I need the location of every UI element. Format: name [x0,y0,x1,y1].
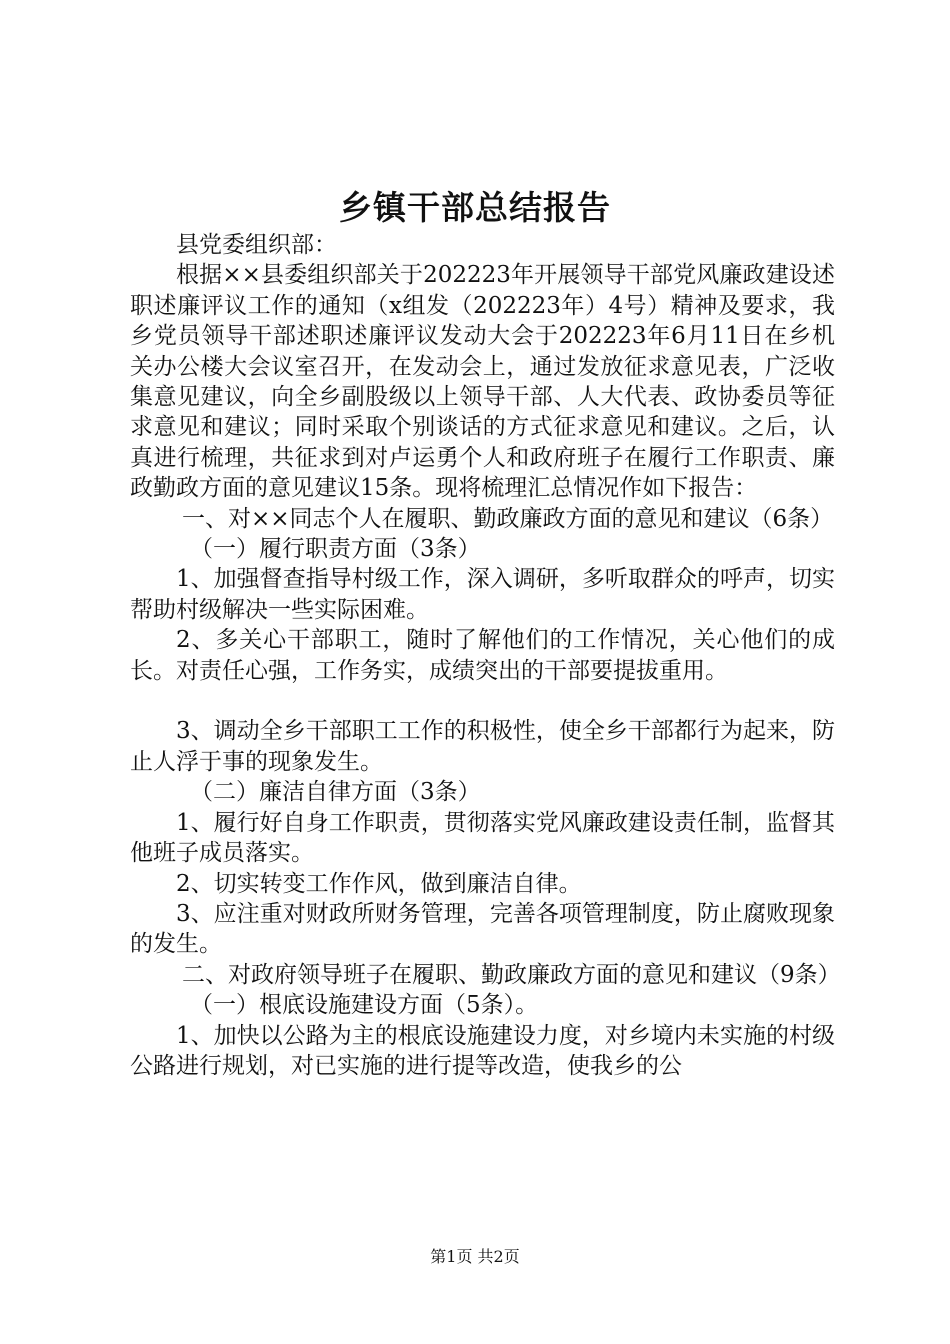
blank-line [130,686,835,716]
list-item: 1、加强督查指导村级工作，深入调研，多听取群众的呼声，切实帮助村级解决一些实际困难。 [130,566,835,623]
list-item: 2、多关心干部职工，随时了解他们的工作情况，关心他们的成长。对责任心强，工作务实，成绩突出的干部要提拔重用。 [130,627,835,684]
section-heading-2: 二、对政府领导班子在履职、勤政廉政方面的意见和建议（9条） [182,961,841,988]
list-item: 3、调动全乡干部职工工作的积极性，使全乡干部都行为起来，防止人浮于事的现象发生。 [130,718,835,775]
document-title: 乡镇干部总结报告 [339,188,611,227]
list-item: 1、加快以公路为主的根底设施建设力度，对乡境内未实施的村级公路进行规划，对已实施的进行提等改造，使我乡的公 [130,1022,835,1079]
list-item: 1、履行好自身工作职责，贯彻落实党风廉政建设责任制，监督其他班子成员落实。 [130,809,835,867]
subsection-heading: （一）根底设施建设方面（5条）。 [190,992,539,1019]
intro-paragraph: 根据××县委组织部关于202223年开展领导干部党风廉政建设述职述廉评议工作的通知（x组发（202223年）4号）精神及要求，我乡党员领导干部述职述廉评议发动大会于202223年6月11日在乡机关办公楼大会议室召开，在发动会上，通过发放征求意见表，广泛收集意见建议，向全乡副股级以上领导干部、人大代表、政协委员等征求意见和建议；同时采取个别谈话的方式征求意见和建议。之后，认真进行梳理，共征求到对卢运勇个人和政府班子在履行工作职责、廉政勤政方面的意见建议15条。现将梳理汇总情况作如下报告： [130,262,835,502]
list-item: 2、切实转变工作作风，做到廉洁自律。 [176,870,582,897]
subsection-heading: （一）履行职责方面（3条） [190,536,481,563]
salutation: 县党委组织部： [176,232,337,258]
list-item: 3、应注重对财政所财务管理，完善各项管理制度，防止腐败现象的发生。 [130,900,835,958]
subsection-heading: （二）廉洁自律方面（3条） [190,779,481,806]
page-footer: 第1页 共2页 [430,1247,520,1266]
document-body [130,230,841,1081]
section-heading-1: 一、对××同志个人在履职、勤政廉政方面的意见和建议（6条） [182,505,834,532]
